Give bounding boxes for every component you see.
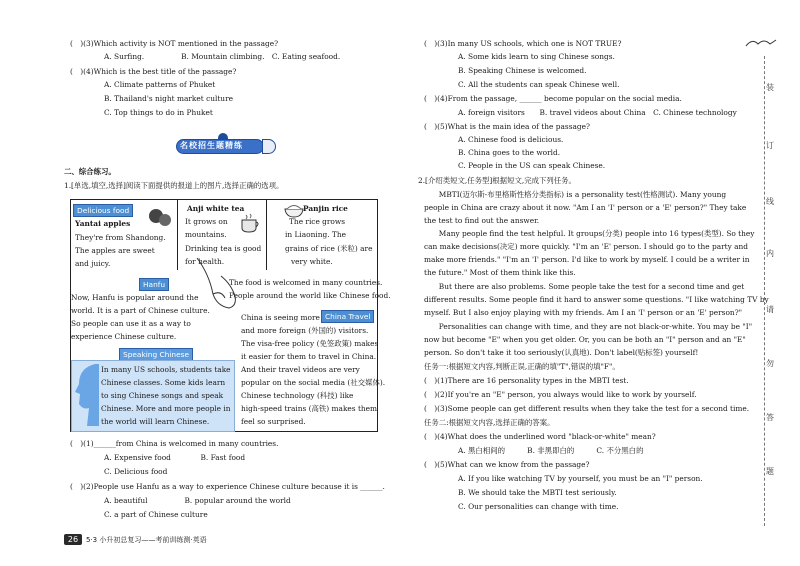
task-a-heading: 任务一:根据短文内容,判断正误,正确的填"T",错误的填"F"。	[424, 362, 620, 371]
travel-line-8: high-speed trains (高铁) makes them	[241, 404, 378, 413]
task-a-question-2: ( )(2)If you're an "E" person, you always would like to work by yourself.	[424, 390, 697, 399]
right-question-5-c: C. People in the US can speak Chinese.	[458, 161, 606, 170]
task-b-question-5-c: C. Our personalities can change with time.	[458, 502, 619, 511]
task-b-question-4-options: A. 黑白相间的 B. 非黑即白的 C. 不分黑白的	[458, 446, 644, 455]
speaking-line-4: Chinese. More and more people in	[101, 404, 231, 413]
left-sub-question-2-ab: A. beautiful B. popular around the world	[104, 496, 291, 505]
head-silhouette-icon	[73, 362, 99, 428]
hanfu-line-4: experience Chinese culture.	[71, 332, 177, 341]
margin-char: 装	[766, 83, 774, 92]
speaking-chinese-label: Speaking Chinese	[119, 348, 193, 361]
apple-icon	[159, 214, 171, 226]
hanfu-line-3: So people can use it as a way to	[71, 319, 191, 328]
task-b-heading: 任务二:根据短文内容,选择正确的答案。	[424, 418, 555, 427]
passage-line-11: Personalities can change with time, and they are not black-or-white. You may be "I"	[424, 322, 753, 331]
travel-line-4: it easier for them to travel in China.	[241, 352, 377, 361]
passage-line-4: Many people find the test helpful. It groups(分类) people into 16 types(类型). So they	[424, 229, 755, 238]
panjin-line-2: in Liaoning. The	[285, 230, 346, 239]
travel-line-7: Chinese technology (科技) like	[241, 391, 354, 400]
passage-line-13: person. So don't take it too seriously(认真地). Don't label(贴标签) yourself!	[424, 348, 699, 357]
left-question-4-option-c: C. Top things to do in Phuket	[104, 108, 213, 117]
anji-line-2: mountains.	[185, 230, 227, 239]
passage-line-3: the test to find out the answer.	[424, 216, 540, 225]
hanfu-line-2: world. It is a part of Chinese culture.	[71, 306, 210, 315]
scissors-icon	[744, 36, 778, 50]
left-question-3: ( )(3)Which activity is NOT mentioned in the passage?	[70, 39, 279, 48]
passage-line-2: people in China are crazy about it now. "Am I an 'I' person or a 'E' person?" They take	[424, 203, 747, 212]
right-question-4-options: A. foreign visitors B. travel videos about China C. Chinese technology	[458, 108, 737, 117]
china-travel-label: China Travel	[321, 310, 374, 323]
anji-line-1: It grows on	[185, 217, 228, 226]
left-sub-question-1-ab: A. Expensive food B. Fast food	[104, 453, 246, 462]
passage-line-6: make more friends." "I'm an 'I' person. I'd like to work by myself. I could be a writer in	[424, 255, 750, 264]
tea-cup-icon	[239, 212, 261, 234]
travel-line-5: And their travel videos are very	[241, 365, 360, 374]
task-b-question-5-b: B. We should take the MBTI test seriously.	[458, 488, 617, 497]
anji-line-4: for health.	[185, 257, 225, 266]
anji-line-3: Drinking tea is good	[185, 244, 262, 253]
speaking-line-2: Chinese classes. Some kids learn	[101, 378, 226, 387]
right-question-5-b: B. China goes to the world.	[458, 148, 561, 157]
yantai-line-1: They're from Shandong.	[75, 233, 166, 242]
travel-line-1: China is seeing more	[241, 313, 320, 322]
right-question-4: ( )(4)From the passage, ______ become popular on the social media.	[424, 94, 682, 103]
welcome-line-1: The food is welcomed in many countries.	[229, 278, 383, 287]
task-a-question-3: ( )(3)Some people can get different results when they take the test for a second time.	[424, 404, 750, 413]
task-b-question-5-a: A. If you like watching TV by yourself, you must be an "I" person.	[458, 474, 703, 483]
yantai-title: Yantai apples	[75, 219, 131, 228]
passage-line-1: MBTI(迈尔斯-布里格斯性格分类指标) is a personality test(性格测试). Many young	[424, 190, 727, 199]
yantai-line-3: and juicy.	[75, 259, 111, 268]
speaking-line-1: In many US schools, students take	[101, 365, 231, 374]
margin-char: 内	[766, 249, 774, 258]
yantai-line-2: The apples are sweet	[75, 246, 155, 255]
reading-box	[70, 199, 391, 432]
travel-line-6: popular on the social media (社交媒体).	[241, 378, 386, 387]
passage-line-9: different results. Some people find it hard to answer some questions. "I like watching TV by	[424, 295, 769, 304]
panjin-line-3: grains of rice (米粒) are	[285, 244, 373, 253]
left-question-3-options: A. Surfing. B. Mountain climbing. C. Eating seafood.	[104, 52, 341, 61]
page-footer: 5·3 小升初总复习——考前训练测·英语	[86, 536, 207, 544]
passage-line-5: can make decisions(决定) more quickly. "I'm an 'E' person. I should go to the party and	[424, 242, 749, 251]
margin-char: 请	[766, 305, 774, 314]
page-number: 26	[64, 534, 82, 545]
panjin-line-1: The rice grows	[289, 217, 346, 226]
section-heading: 二、综合练习。	[64, 167, 116, 176]
banner-title: 名校招生题精练	[180, 141, 243, 150]
section-banner	[170, 133, 280, 159]
task-a-question-1: ( )(1)There are 16 personality types in the MBTI test.	[424, 376, 629, 385]
right-question-5-a: A. Chinese food is delicious.	[458, 135, 564, 144]
margin-char: 订	[766, 141, 774, 150]
hanfu-line-1: Now, Hanfu is popular around the	[71, 293, 199, 302]
panjin-title: Panjin rice	[303, 204, 348, 213]
travel-line-9: feel so surprised.	[241, 417, 306, 426]
speaking-line-3: to sing Chinese songs and speak	[101, 391, 224, 400]
welcome-line-2: People around the world like Chinese food.	[229, 291, 391, 300]
margin-char: 题	[766, 467, 774, 476]
task-b-question-4: ( )(4)What does the underlined word "black-or-white" mean?	[424, 432, 656, 441]
passage-line-8: But there are also problems. Some people take the test for a second time and get	[424, 282, 745, 291]
right-question-3-c: C. All the students can speak Chinese well.	[458, 80, 620, 89]
panjin-line-4: very white.	[291, 257, 333, 266]
right-question-3-b: B. Speaking Chinese is welcomed.	[458, 66, 587, 75]
left-sub-question-1: ( )(1)______from China is welcomed in many countries.	[70, 439, 279, 448]
passage-line-7: the future." Most of them think like this.	[424, 268, 576, 277]
left-question-4-option-a: A. Climate patterns of Phuket	[104, 80, 216, 89]
hanfu-label: Hanfu	[139, 278, 169, 291]
right-question-3: ( )(3)In many US schools, which one is NOT TRUE?	[424, 39, 622, 48]
binding-line	[764, 56, 765, 526]
left-sub-question-1-c: C. Delicious food	[104, 467, 168, 476]
task-1-instruction: 1.[单选,填空,选择]阅读下面提供的报道上的图片,选择正确的选项。	[64, 181, 284, 190]
travel-line-3: The visa-free policy (免签政策) makes	[241, 339, 379, 348]
margin-char: 勿	[766, 359, 774, 368]
task-b-question-5: ( )(5)What can we know from the passage?	[424, 460, 590, 469]
rice-bowl-icon	[283, 201, 305, 219]
left-sub-question-2-c: C. a part of Chinese culture	[104, 510, 208, 519]
left-sub-question-2: ( )(2)People use Hanfu as a way to experience Chinese culture because it is ______.	[70, 482, 385, 491]
left-question-4: ( )(4)Which is the best title of the passage?	[70, 67, 237, 76]
task-2-instruction: 2.[介绍类短文,任务型]根据短文,完成下列任务。	[418, 176, 576, 185]
right-question-5: ( )(5)What is the main idea of the passage?	[424, 122, 590, 131]
margin-char: 答	[766, 413, 774, 422]
right-question-3-a: A. Some kids learn to sing Chinese songs.	[458, 52, 615, 61]
passage-line-12: now but become "E" when you get older. Or, you can be both an "I" person and an "E"	[424, 335, 746, 344]
delicious-food-label: Delicious food	[73, 204, 133, 217]
passage-line-10: myself. But I also enjoy playing with my friends. Am I an 'I' person or an 'E' person?"	[424, 308, 743, 317]
anji-title: Anji white tea	[187, 204, 245, 213]
hand-pointing-icon	[191, 254, 239, 312]
travel-line-2: and more foreign (外国的) visitors.	[241, 326, 369, 335]
speaking-line-5: the world will learn Chinese.	[101, 417, 210, 426]
banner-tail	[262, 139, 276, 154]
margin-char: 线	[766, 197, 774, 206]
left-question-4-option-b: B. Thailand's night market culture	[104, 94, 233, 103]
